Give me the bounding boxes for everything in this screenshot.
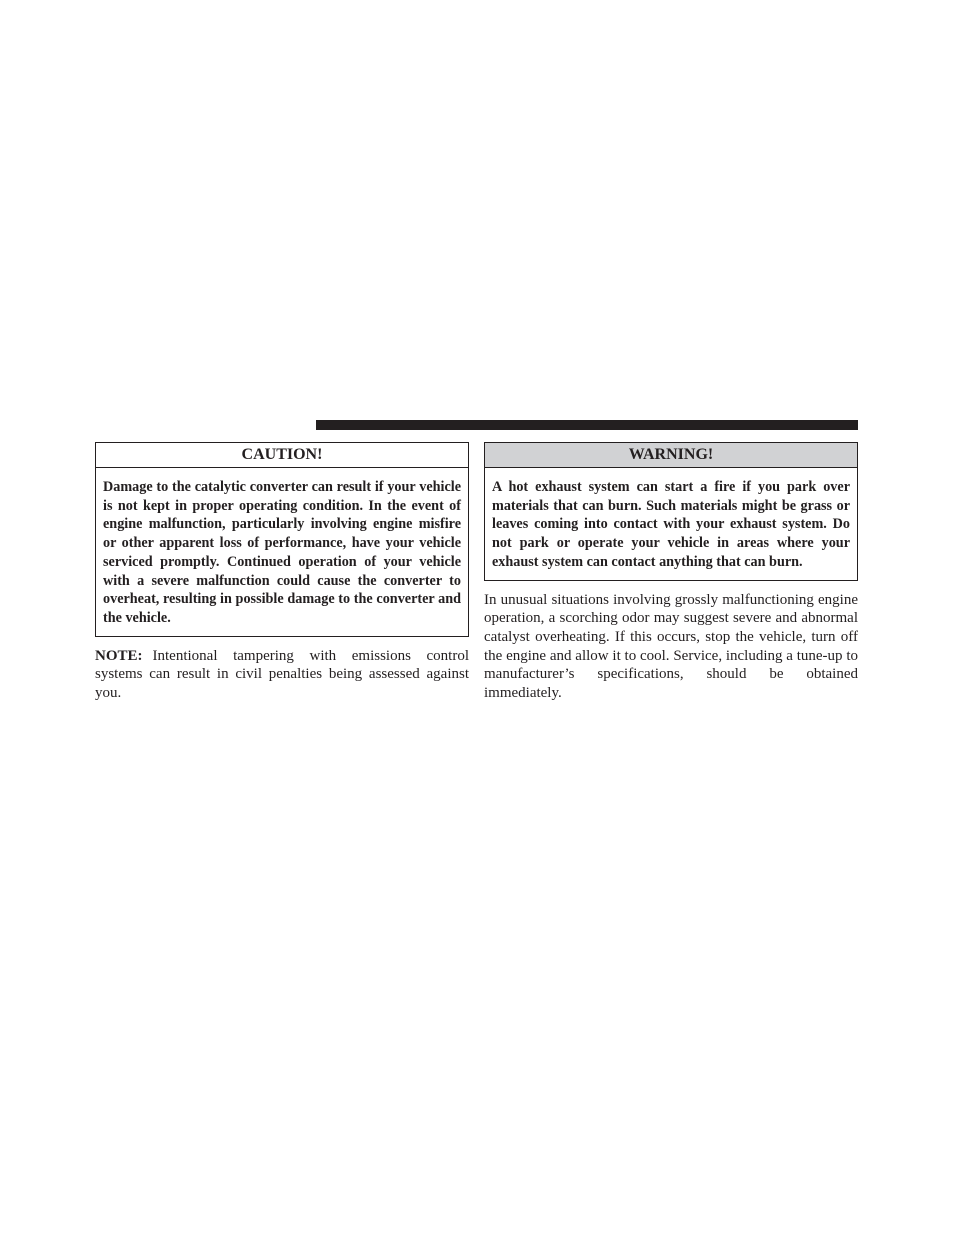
caution-box xyxy=(95,442,469,637)
note-paragraph xyxy=(95,647,469,703)
left-column xyxy=(95,442,469,703)
right-column xyxy=(484,442,858,703)
note-label: NOTE: xyxy=(95,647,143,664)
caution-body: Damage to the catalytic converter can result if your vehicle is not kept in proper operating condition. In the event of engine malfunction, particularly involving engine misfire or other apparent loss of performance, have your vehicle serviced promptly. Continued operation of your vehicle with a severe malfunction could cause the converter to overheat, resulting in possible damage to the converter and the vehicle. xyxy=(103,479,461,626)
overheat-paragraph: In unusual situations involving grossly malfunctioning engine operation, a scorching odor may suggest severe and abnormal catalyst overheating. If this occurs, stop the vehicle, turn off the engine and allow it to cool. Service, including a tune-up to manufacturer’s specifications, should be obtained immediately. xyxy=(484,591,858,702)
warning-title: WARNING! xyxy=(485,443,857,468)
note-text: Intentional tampering with emissions control systems can result in civil penalties being assessed against you. xyxy=(95,647,469,702)
warning-body: A hot exhaust system can start a fire if you park over materials that can burn. Such materials might be grass or leaves coming into contact with your exhaust system. Do not park or operate your vehicle in areas where your exhaust system can contact anything that can burn. xyxy=(492,479,850,570)
warning-box xyxy=(484,442,858,581)
caution-title: CAUTION! xyxy=(96,443,468,468)
section-header-rule xyxy=(316,420,858,430)
